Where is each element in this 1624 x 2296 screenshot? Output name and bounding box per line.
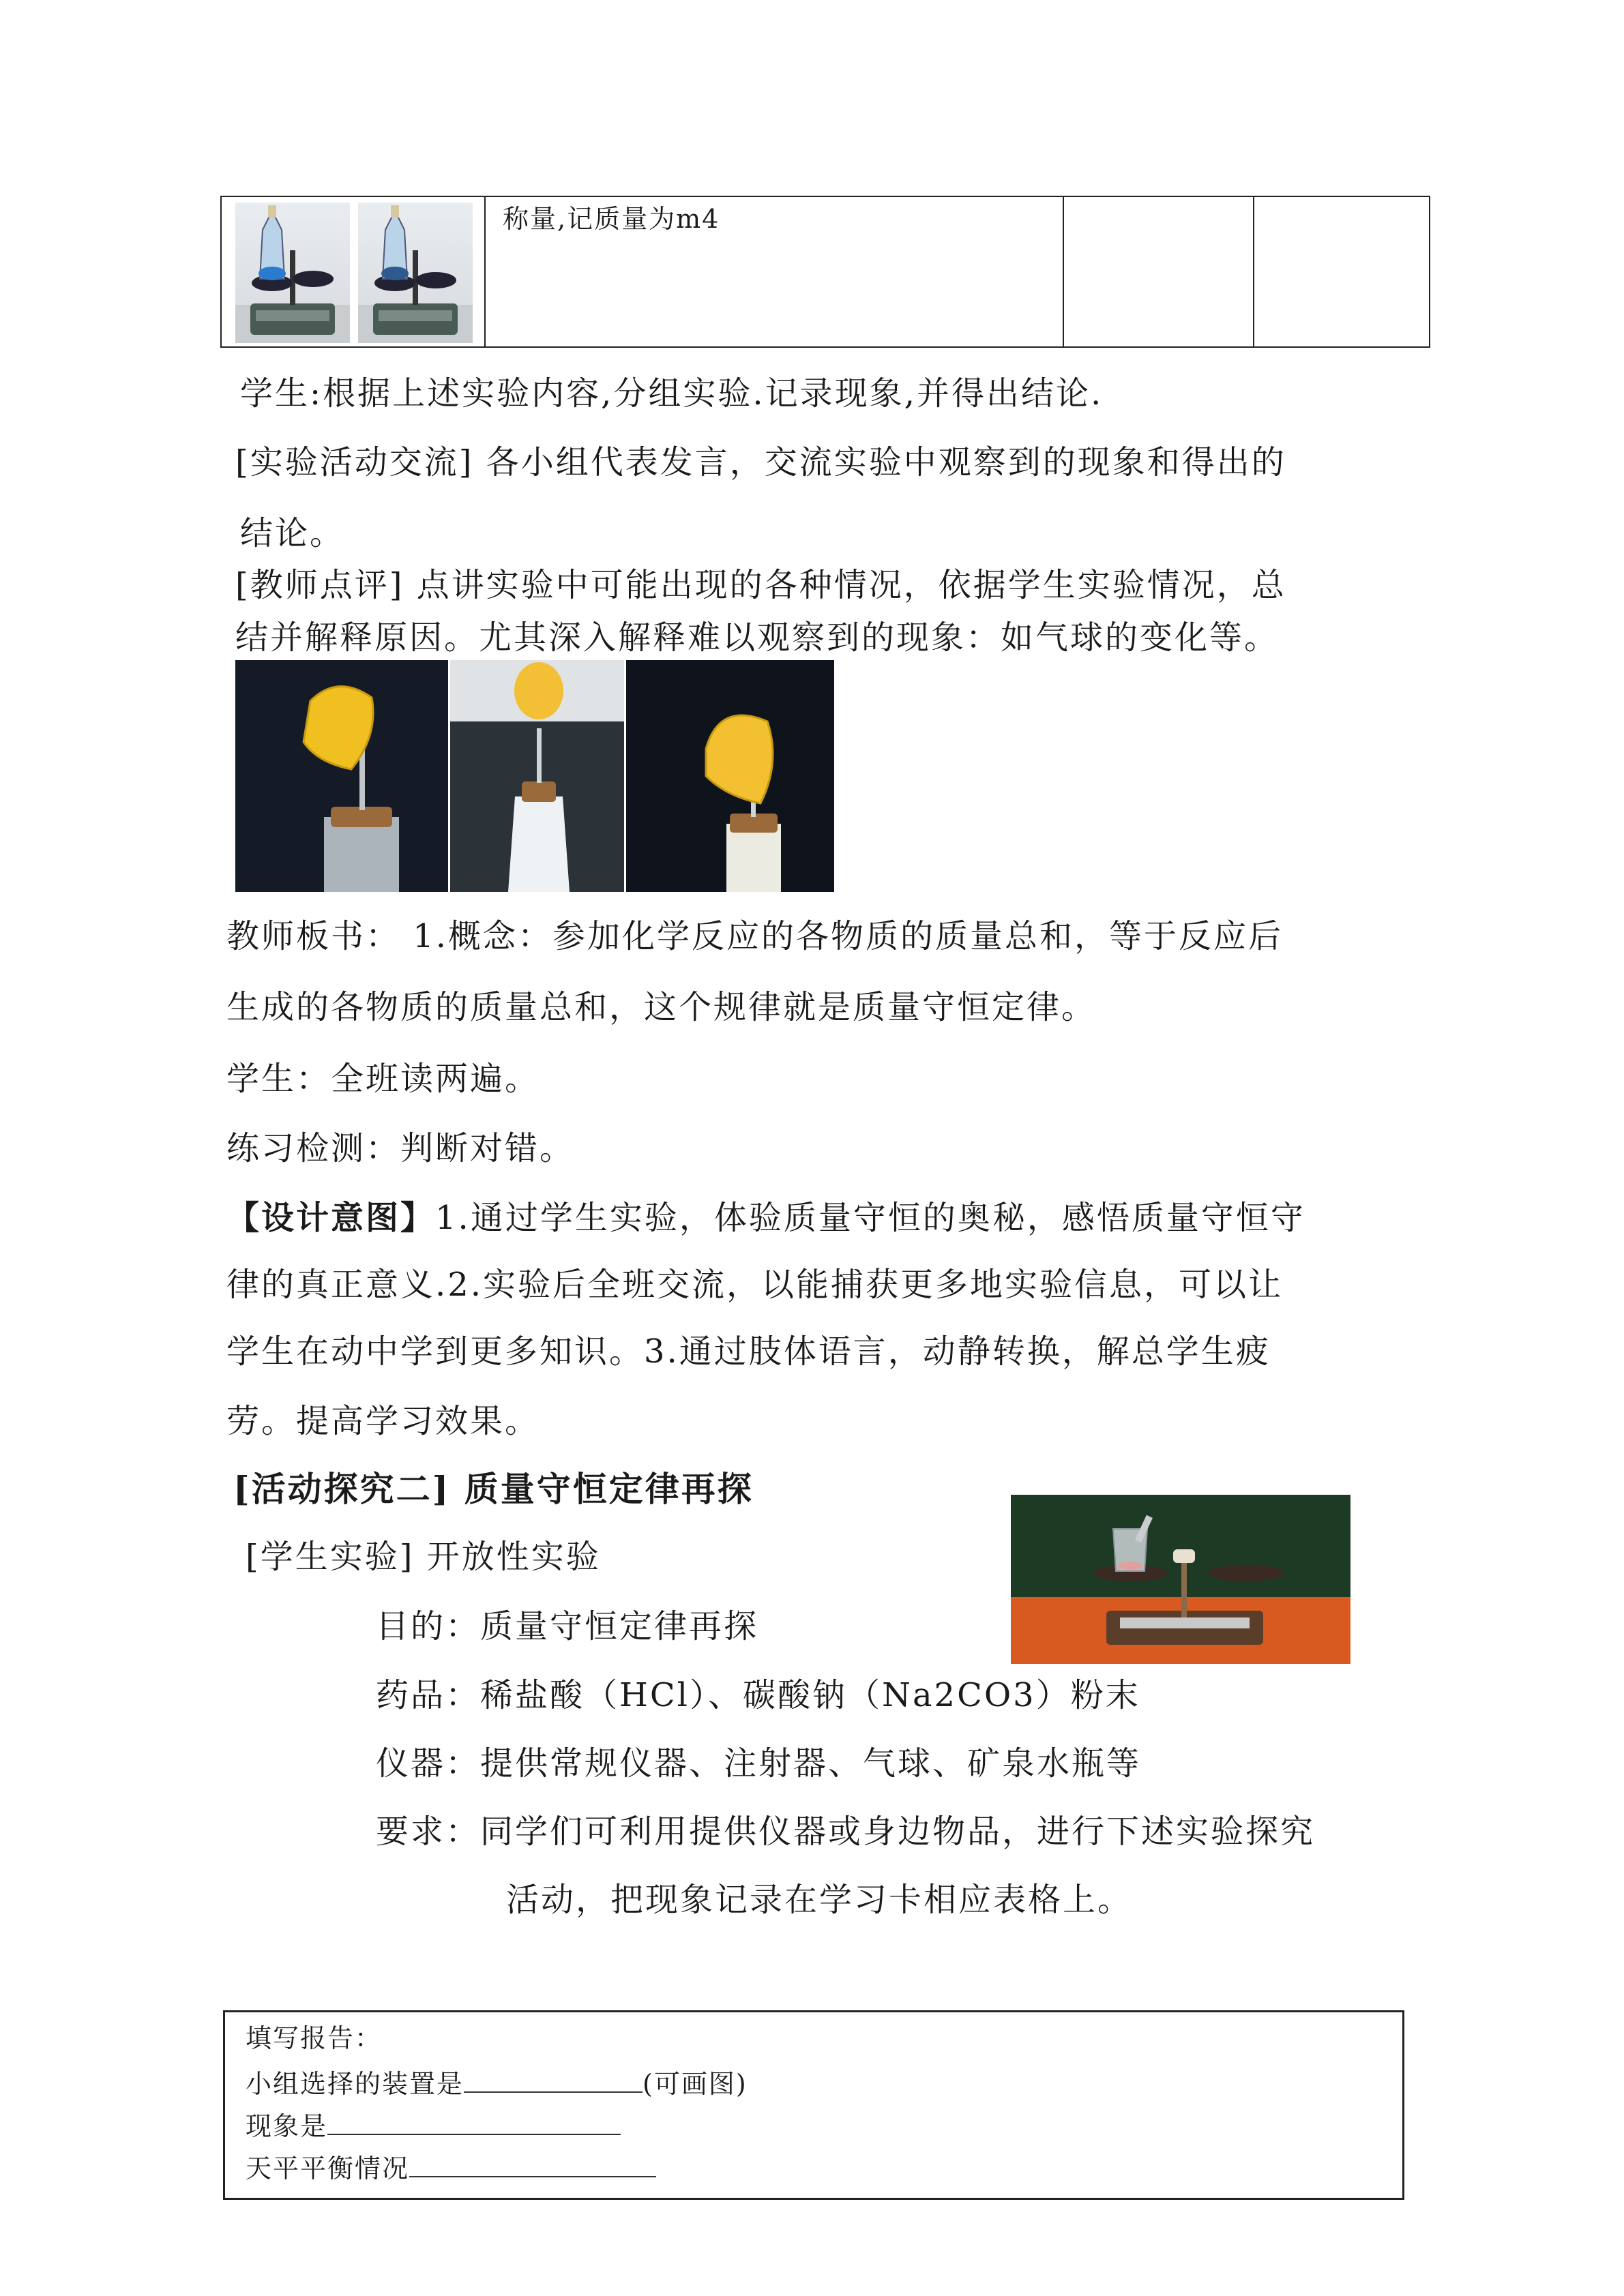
paragraph: 仪器：提供常规仪器、注射器、气球、矿泉水瓶等 xyxy=(376,1744,1142,1783)
table-cell-text: 称量,记质量为m4 xyxy=(503,204,720,234)
paragraph: 律的真正意义.2.实验后全班交流，以能捕获更多地实验信息，可以让 xyxy=(226,1266,1284,1304)
balance-blank-field[interactable] xyxy=(409,2149,656,2177)
paragraph: 结论。 xyxy=(240,514,345,552)
report-box xyxy=(223,2010,1404,2200)
balance-photo xyxy=(235,203,350,343)
report-balance-label: 天平平衡情况 xyxy=(246,2153,410,2183)
report-phenomenon-label: 现象是 xyxy=(246,2111,328,2141)
experiment-table-row xyxy=(220,196,1430,348)
balloon-experiment-photos xyxy=(235,660,834,892)
report-line-balance xyxy=(246,2149,656,2185)
report-line-device xyxy=(246,2064,748,2100)
paragraph: 教师板书： 1.概念：参加化学反应的各物质的质量总和，等于反应后 xyxy=(226,917,1284,955)
paragraph: 目的：质量守恒定律再探 xyxy=(376,1607,759,1645)
report-title: 填写报告： xyxy=(246,2023,383,2053)
phenomenon-blank-field[interactable] xyxy=(327,2106,621,2135)
table-divider xyxy=(1063,197,1064,346)
paragraph: 学生在动中学到更多知识。3.通过肢体语言，动静转换，解总学生疲 xyxy=(226,1332,1271,1371)
paragraph: 要求：同学们可利用提供仪器或身边物品，进行下述实验探究 xyxy=(376,1813,1316,1851)
paragraph: [实验活动交流] 各小组代表发言，交流实验中观察到的现象和得出的 xyxy=(235,443,1286,481)
design-intent-label: 【设计意图】 xyxy=(226,1199,436,1237)
report-device-label: 小组选择的装置是 xyxy=(246,2069,464,2099)
paragraph: 结并解释原因。尤其深入解释难以观察到的现象：如气球的变化等。 xyxy=(235,618,1280,657)
table-divider xyxy=(1253,197,1254,346)
design-intent-text: 1.通过学生实验，体验质量守恒的奥秘，感悟质量守恒守 xyxy=(435,1199,1305,1237)
paragraph: [学生实验] 开放性实验 xyxy=(246,1538,601,1576)
paragraph: 活动，把现象记录在学习卡相应表格上。 xyxy=(506,1881,1133,1919)
paragraph: [教师点评] 点讲实验中可能出现的各种情况，依据学生实验情况，总 xyxy=(235,566,1286,604)
device-blank-field[interactable] xyxy=(464,2064,643,2093)
paragraph: 学生：全班读两遍。 xyxy=(226,1060,540,1098)
section-heading: [活动探究二] 质量守恒定律再探 xyxy=(233,1469,754,1509)
report-device-note: (可画图) xyxy=(643,2069,748,2099)
paragraph: 学生:根据上述实验内容,分组实验.记录现象,并得出结论. xyxy=(240,374,1104,413)
design-intent-line xyxy=(226,1197,1305,1238)
report-line-phenomenon xyxy=(246,2106,621,2143)
paragraph: 劳。提高学习效果。 xyxy=(226,1402,540,1440)
table-divider xyxy=(484,197,486,346)
paragraph: 练习检测：判断对错。 xyxy=(226,1129,575,1167)
balance-photo xyxy=(358,203,473,343)
paragraph: 药品：稀盐酸（HCl）、碳酸钠（Na2CO3）粉末 xyxy=(376,1676,1140,1714)
paragraph: 生成的各物质的质量总和，这个规律就是质量守恒定律。 xyxy=(226,988,1097,1026)
balance-beaker-photo xyxy=(1011,1495,1350,1664)
